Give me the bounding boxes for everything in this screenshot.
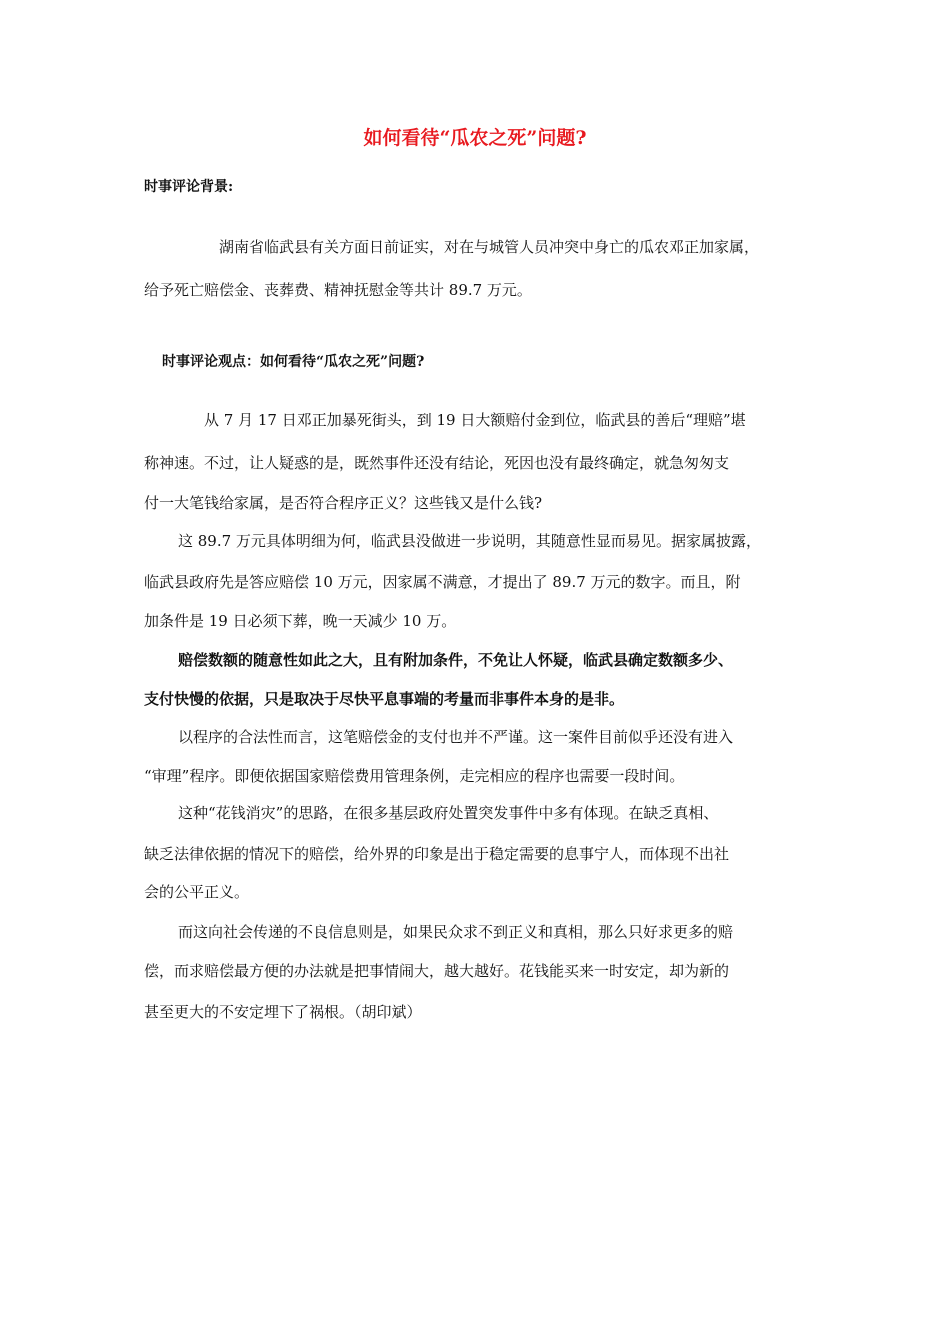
background-heading: 时事评论背景: [144,179,234,195]
body-line: 这 89.7 万元具体明细为何，临武县没做进一步说明，其随意性显而易见。据家属披露， [178,532,761,550]
background-line: 湖南省临武县有关方面日前证实，对在与城管人员冲突中身亡的瓜农邓正加家属， [219,238,760,256]
body-line: 以程序的合法性而言，这笔赔偿金的支付也并不严谨。这一案件目前似乎还没有进入 [178,728,734,746]
body-line: 而这向社会传递的不良信息则是，如果民众求不到正义和真相，那么只好求更多的赔 [178,923,734,941]
body-line: 缺乏法律依据的情况下的赔偿，给外界的印象是出于稳定需要的息事宁人，而体现不出社 [144,845,730,863]
document-title: 如何看待“瓜农之死”问题? [363,127,587,149]
body-line: 临武县政府先是答应赔偿 10 万元，因家属不满意，才提出了 89.7 万元的数字。而且，附 [144,573,741,591]
body-line: 这种“花钱消灾”的思路，在很多基层政府处置突发事件中多有体现。在缺乏真相、 [178,804,719,822]
body-line: 甚至更大的不安定埋下了祸根。（胡印斌） [144,1003,422,1021]
background-line: 给予死亡赔偿金、丧葬费、精神抚慰金等共计 89.7 万元。 [144,281,532,299]
body-line: 加条件是 19 日必须下葬，晚一天减少 10 万。 [144,612,457,630]
body-line: 付一大笔钱给家属，是否符合程序正义？这些钱又是什么钱? [144,494,543,512]
body-line-emphasis: 赔偿数额的随意性如此之大，且有附加条件，不免让人怀疑，临武县确定数额多少、 [178,651,734,669]
body-line-emphasis: 支付快慢的依据，只是取决于尽快平息事端的考量而非事件本身的是非。 [144,690,625,708]
body-line: 会的公平正义。 [144,883,250,901]
body-line: 偿，而求赔偿最方便的办法就是把事情闹大，越大越好。花钱能买来一时安定，却为新的 [144,962,730,980]
body-line: 称神速。不过，让人疑惑的是，既然事件还没有结论，死因也没有最终确定，就急匆匆支 [144,454,730,472]
body-line: “审理”程序。即便依据国家赔偿费用管理条例，走完相应的程序也需要一段时间。 [144,767,685,785]
viewpoint-heading: 时事评论观点：如何看待“瓜农之死”问题? [162,354,425,370]
body-line: 从 7 月 17 日邓正加暴死街头，到 19 日大额赔付金到位，临武县的善后“理赔”堪 [204,411,746,429]
